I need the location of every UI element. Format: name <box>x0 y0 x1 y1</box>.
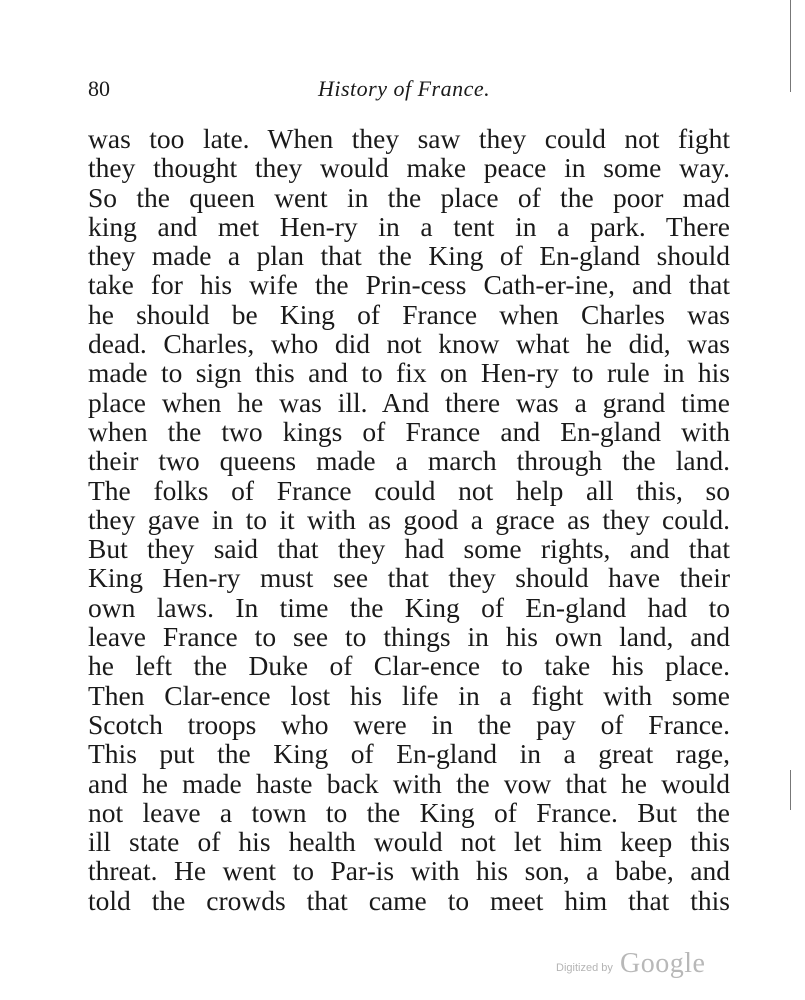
text-line: dead. Charles, who did not know what he did, was <box>88 328 730 360</box>
text-line: they made a plan that the King of En-gland should <box>88 240 730 272</box>
text-line: threat. He went to Par-is with his son, a babe, and <box>88 855 730 887</box>
body-text <box>88 124 730 915</box>
text-line: they gave in to it with as good a grace as they could. <box>88 503 730 535</box>
text-line: told the crowds that came to meet him that this <box>88 884 730 916</box>
text-line: King Hen-ry must see that they should have their <box>88 562 730 594</box>
text-line: and he made haste back with the vow that he would <box>88 767 730 799</box>
text-line: he left the Duke of Clar-ence to take his place. <box>88 650 730 682</box>
page-edge-mark <box>790 0 791 92</box>
text-line: But they said that they had some rights, and that <box>88 533 730 565</box>
text-line: their two queens made a march through the land. <box>88 445 730 477</box>
text-line: not leave a town to the King of France. But the <box>88 796 730 828</box>
text-line: ill state of his health would not let him keep this <box>88 826 730 858</box>
google-logo: Google <box>620 948 706 979</box>
text-line: Then Clar-ence lost his life in a fight with some <box>88 679 730 711</box>
page-number: 80 <box>88 76 110 101</box>
text-line: when the two kings of France and En-gland with <box>88 415 730 447</box>
text-line: So the queen went in the place of the poor mad <box>88 181 730 213</box>
page-header <box>88 76 728 106</box>
page-edge-mark <box>790 770 791 810</box>
text-line: Scotch troops who were in the pay of France. <box>88 708 730 740</box>
text-line: they thought they would make peace in some way. <box>88 152 730 184</box>
text-line: he should be King of France when Charles was <box>88 298 730 330</box>
text-line: leave France to see to things in his own land, and <box>88 621 730 653</box>
text-line: own laws. In time the King of En-gland had to <box>88 591 730 623</box>
text-line: king and met Hen-ry in a tent in a park. There <box>88 210 730 242</box>
text-line: The folks of France could not help all this, so <box>88 474 730 506</box>
text-line: place when he was ill. And there was a grand time <box>88 386 730 418</box>
running-title: History of France. <box>318 76 491 101</box>
text-line: take for his wife the Prin-cess Cath-er-ine, and that <box>88 269 730 301</box>
text-line: was too late. When they saw they could not fight <box>88 123 730 154</box>
digitized-watermark <box>556 948 726 982</box>
watermark-prefix: Digitized by <box>556 962 613 974</box>
text-line: made to sign this and to fix on Hen-ry to rule in his <box>88 357 730 389</box>
text-line: This put the King of En-gland in a great rage, <box>88 738 730 770</box>
